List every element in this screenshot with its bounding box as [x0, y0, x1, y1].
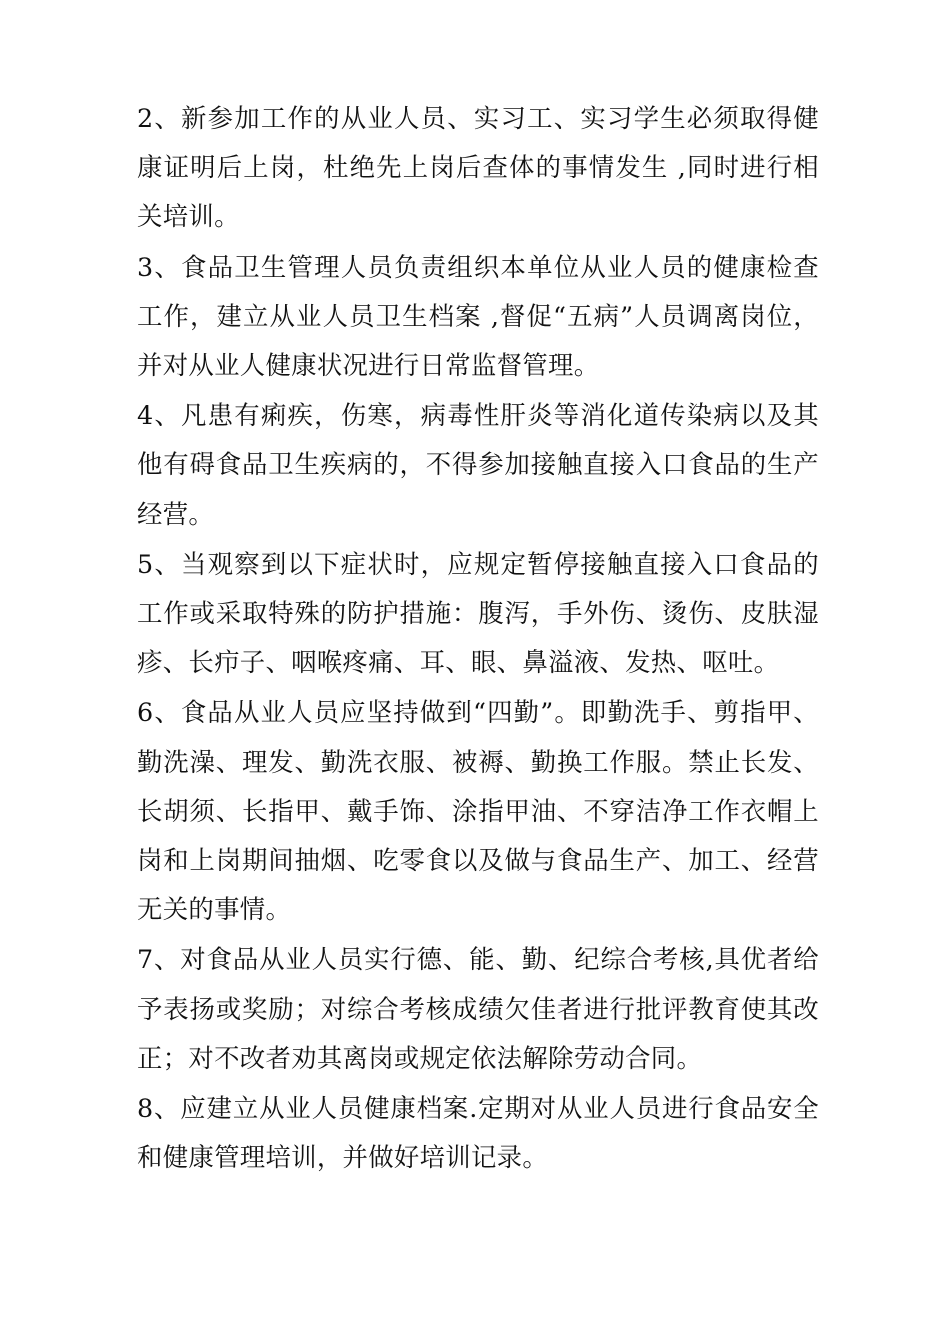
paragraph-2: 2、新参加工作的从业人员、实习工、实习学生必须取得健康证明后上岗，杜绝先上岗后查体的事情发生 ,同时进行相关培训。 — [137, 103, 819, 232]
document-body — [137, 94, 819, 1183]
paragraph-3: 3、食品卫生管理人员负责组织本单位从业人员的健康检查工作，建立从业人员卫生档案 ,督促“五病”人员调离岗位，并对从业人健康状况进行日常监督管理。 — [137, 251, 819, 381]
paragraph-5: 5、当观察到以下症状时，应规定暂停接触直接入口食品的工作或采取特殊的防护措施：腹泻，手外伤、烫伤、皮肤湿疹、长疖子、咽喉疼痛、耳、眼、鼻溢液、发热、呕吐。 — [137, 548, 819, 678]
paragraph-7: 7、对食品从业人员实行德、能、勤、纪综合考核,具优者给予表扬或奖励；对综合考核成绩欠佳者进行批评教育使其改正；对不改者劝其离岗或规定依法解除劳动合同。 — [137, 944, 819, 1073]
paragraph-8: 8、应建立从业人员健康档案.定期对从业人员进行食品安全和健康管理培训，并做好培训记录。 — [137, 1093, 819, 1173]
paragraph-4: 4、凡患有痢疾，伤寒，病毒性肝炎等消化道传染病以及其他有碍食品卫生疾病的，不得参加接触直接入口食品的生产经营。 — [137, 400, 819, 529]
paragraph-6: 6、食品从业人员应坚持做到“四勤”。即勤洗手、剪指甲、勤洗澡、理发、勤洗衣服、被褥、勤换工作服。禁止长发、长胡须、长指甲、戴手饰、涂指甲油、不穿洁净工作衣帽上岗和上岗期间抽烟、吃零食以及做与食品生产、加工、经营无关的事情。 — [137, 697, 819, 925]
